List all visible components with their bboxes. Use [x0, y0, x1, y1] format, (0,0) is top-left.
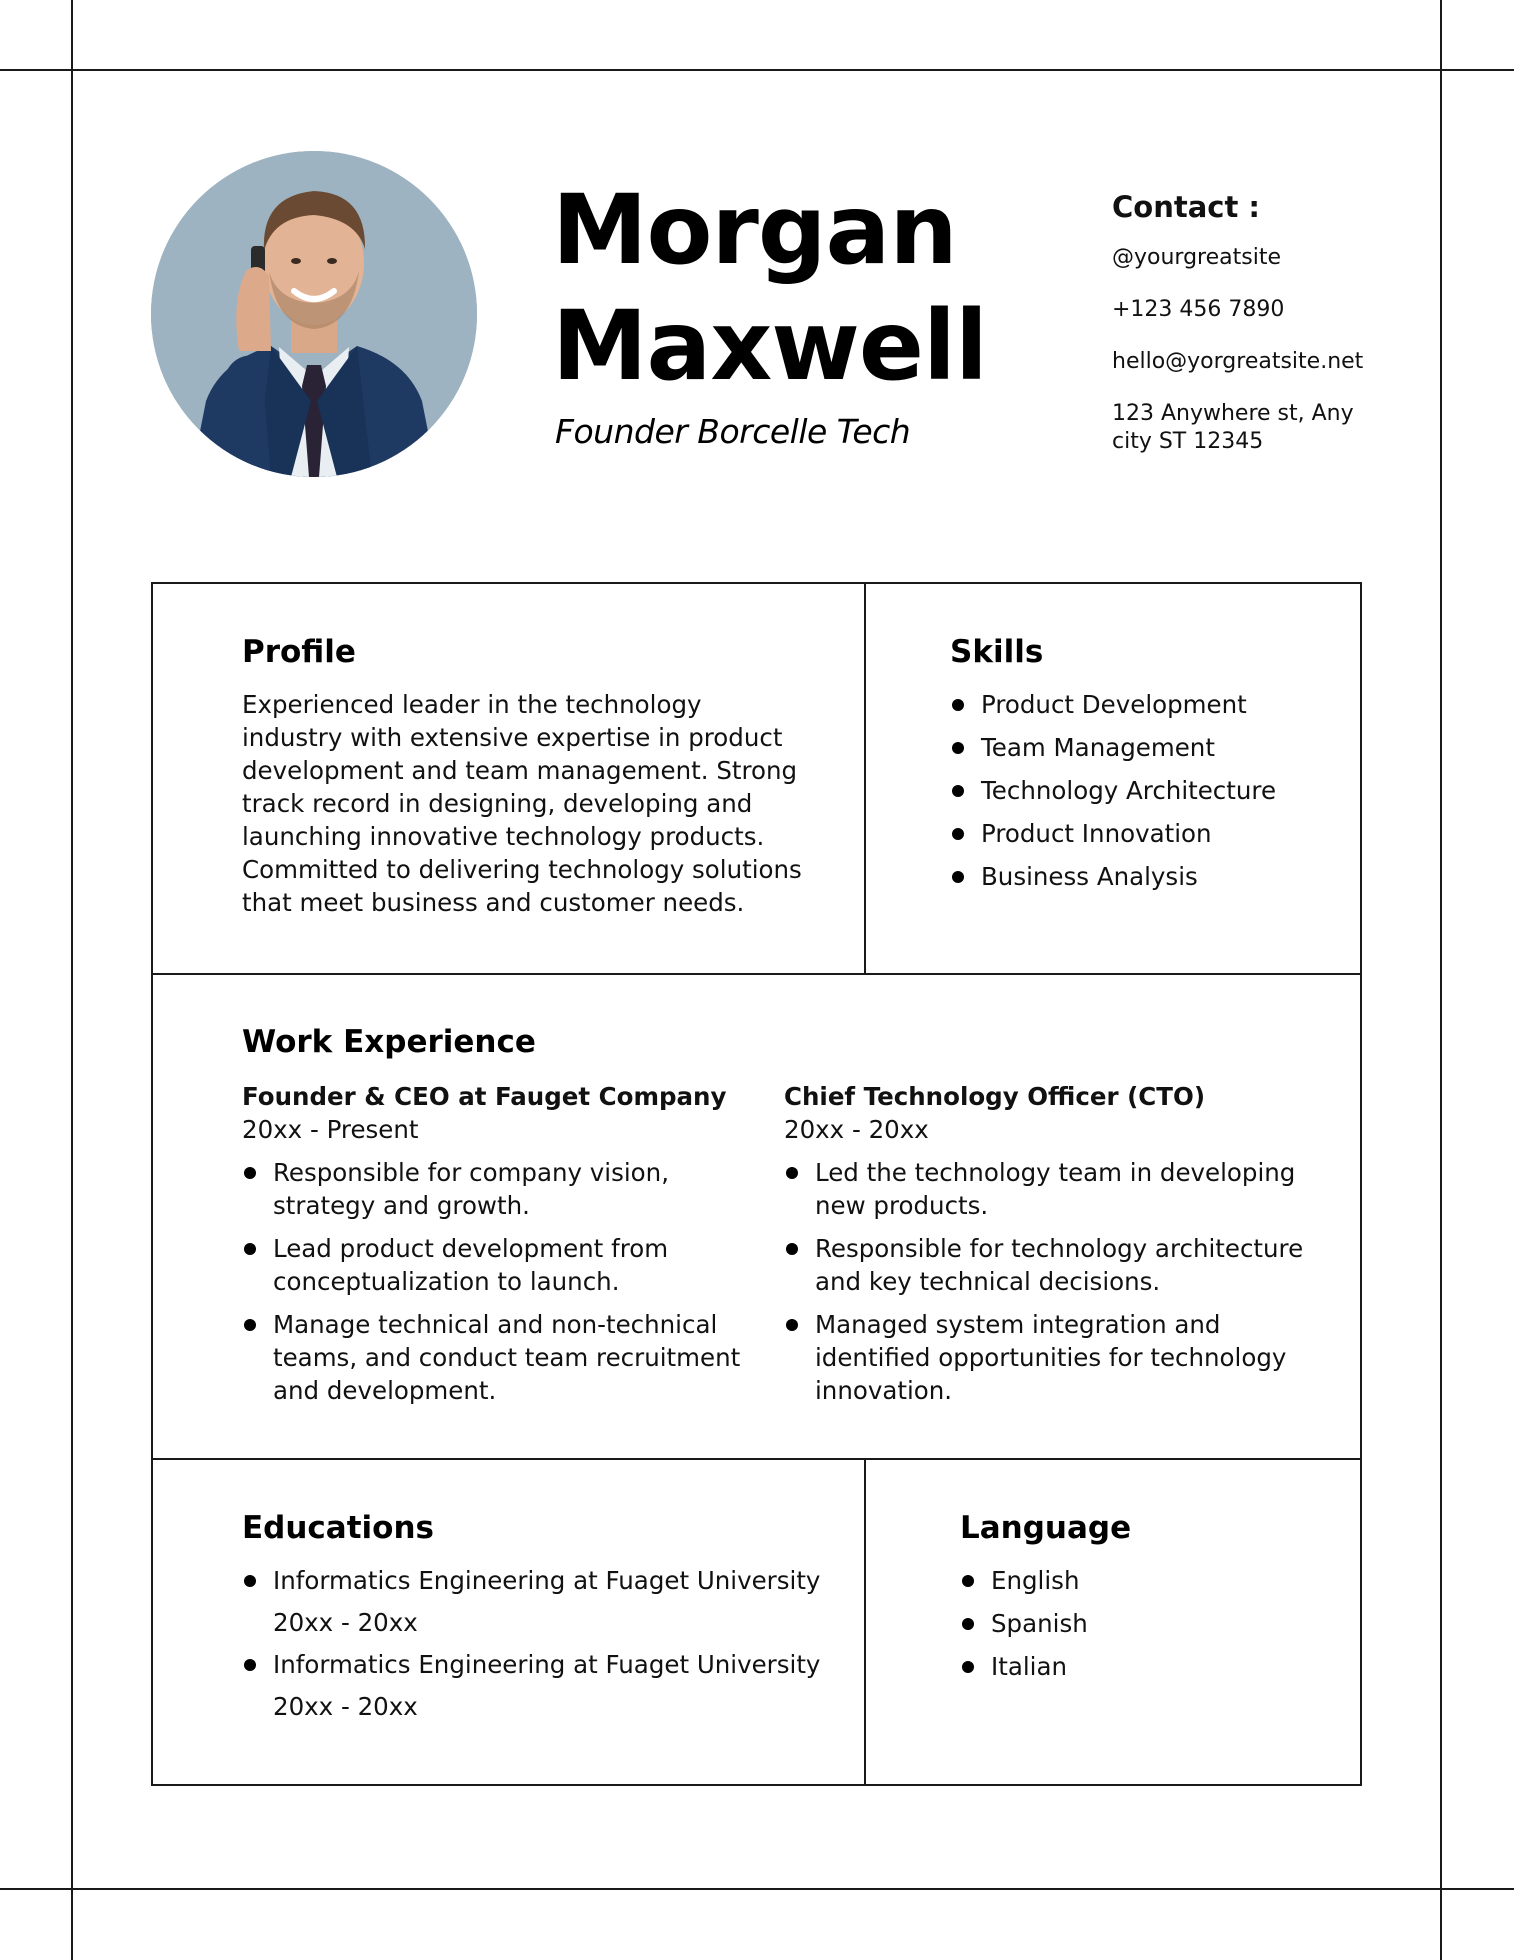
skills-title: Skills — [950, 634, 1044, 670]
job-point: Lead product development from conceptualization to launch. — [242, 1232, 742, 1298]
job-points — [242, 1156, 742, 1407]
first-name: Morgan — [552, 174, 957, 286]
skill-item: Team Management — [950, 731, 1330, 764]
skill-item: Business Analysis — [950, 860, 1330, 893]
contact-phone: +123 456 7890 — [1112, 297, 1285, 322]
divider-vertical-top — [864, 584, 866, 973]
profile-title: Profile — [242, 634, 356, 670]
contact-email: hello@yorgreatsite.net — [1112, 349, 1364, 374]
person-role: Founder Borcelle Tech — [555, 412, 911, 451]
job-point: Responsible for company vision, strategy and growth. — [242, 1156, 742, 1222]
education-date: 20xx - 20xx — [273, 1608, 418, 1637]
skills-section — [950, 634, 1330, 903]
profile-section — [242, 634, 802, 919]
job-point: Responsible for technology architecture and key technical decisions. — [784, 1232, 1314, 1298]
resume-grid — [151, 582, 1362, 1786]
divider-horizontal-2 — [153, 1458, 1360, 1460]
contact-block — [1112, 190, 1412, 480]
frame-line-right — [1440, 0, 1442, 1960]
education-date: 20xx - 20xx — [273, 1692, 418, 1721]
contact-title: Contact : — [1112, 190, 1261, 224]
language-item: Italian — [960, 1650, 1320, 1683]
job-date: 20xx - Present — [242, 1115, 419, 1144]
education-degree: Informatics Engineering at Fuaget University — [273, 1566, 821, 1595]
frame-line-bottom — [0, 1888, 1514, 1890]
contact-website: @yourgreatsite — [1112, 245, 1281, 270]
job-points — [784, 1156, 1314, 1407]
job-point: Led the technology team in developing new products. — [784, 1156, 1314, 1222]
frame-line-left — [71, 0, 73, 1960]
work-section — [242, 1024, 1302, 1078]
person-name — [552, 172, 987, 404]
language-list — [960, 1564, 1320, 1683]
job-title: Founder & CEO at Fauget Company — [242, 1082, 727, 1111]
skill-item: Product Innovation — [950, 817, 1330, 850]
job-1 — [242, 1080, 742, 1417]
job-date: 20xx - 20xx — [784, 1115, 929, 1144]
education-section — [242, 1510, 842, 1732]
profile-text: Experienced leader in the technology industry with extensive expertise in product development and team management. Strong track record in designing, developing and launching innovative technology products. Committed to delivering technology solutions that meet business and customer needs. — [242, 690, 802, 917]
education-degree: Informatics Engineering at Fuaget University — [273, 1650, 821, 1679]
last-name: Maxwell — [552, 290, 987, 402]
job-point: Manage technical and non-technical teams, and conduct team recruitment and development. — [242, 1308, 742, 1407]
language-item: Spanish — [960, 1607, 1320, 1640]
contact-address: 123 Anywhere st, Any city ST 12345 — [1112, 401, 1354, 454]
language-section — [960, 1510, 1320, 1693]
skills-list — [950, 688, 1330, 893]
profile-photo — [151, 151, 477, 477]
job-title: Chief Technology Officer (CTO) — [784, 1082, 1206, 1111]
skill-item: Product Development — [950, 688, 1330, 721]
language-item: English — [960, 1564, 1320, 1597]
job-point: Managed system integration and identified opportunities for technology innovation. — [784, 1308, 1314, 1407]
education-item — [242, 1564, 842, 1639]
skill-item: Technology Architecture — [950, 774, 1330, 807]
language-title: Language — [960, 1510, 1132, 1546]
education-list — [242, 1564, 842, 1723]
education-item — [242, 1648, 842, 1723]
job-2 — [784, 1080, 1314, 1417]
divider-vertical-bottom — [864, 1458, 866, 1784]
frame-line-top — [0, 69, 1514, 71]
divider-horizontal-1 — [153, 973, 1360, 975]
work-title: Work Experience — [242, 1024, 536, 1060]
education-title: Educations — [242, 1510, 434, 1546]
